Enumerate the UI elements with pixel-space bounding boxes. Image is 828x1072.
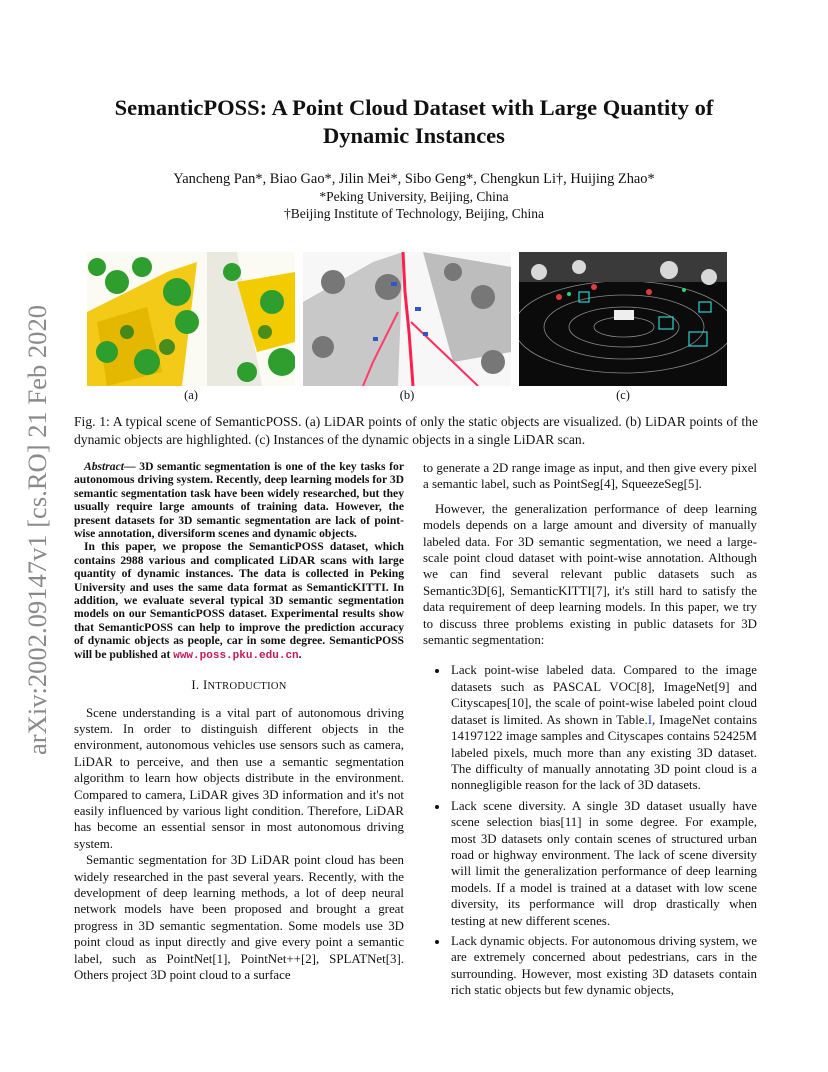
paper-title [70,94,758,150]
arxiv-identifier [14,300,54,760]
dataset-url[interactable]: www.poss.pku.edu.cn [173,649,299,662]
bullet1-text-a: Lack point-wise labeled data. Compared to the image datasets such as PASCAL VOC[8], ImageNet[9] and Cityscapes[10], the scale of point-wise labeled point cloud dataset is limited. As shown in Table. [451,663,757,727]
abstract [74,460,404,663]
section-title-rest: NTRODUCTION [207,681,287,693]
section-first-letter: I [202,678,208,693]
right-paragraph-1: to generate a 2D range image as input, and then give every pixel a semantic label, such as PointSeg[4], SqueezeSeg[5]. [423,461,757,492]
right-paragraph-2: However, the generalization performance of deep learning models depends on a large amount and diversity of manually labeled data. For 3D semantic segmentation, we need a large-scale point cloud dataset with point-wise annotation. Although we can find several relevant public datasets such as Semantic3D[6], SemanticKITTI[7], it's still hard to satisfy the data requirement of deep learning models. In this paper, we try to discuss three problems existing in public datasets for 3D semantic segmentation: [423,501,757,648]
arxiv-identifier-text: arXiv:2002.09147v1 [cs.RO] 21 Feb 2020 [23,314,52,755]
author-list: Yancheng Pan*, Biao Gao*, Jilin Mei*, Sibo Geng*, Chengkun Li†, Huijing Zhao* [173,171,655,187]
affiliation-2: †Beijing Institute of Technology, Beijing, China [283,206,545,221]
figure-label-b: (b) [399,388,415,402]
abstract-end: . [298,647,302,661]
list-item: • Lack scene diversity. A single 3D dataset usually have scene selection bias[11] in some degree. For example, most 3D datasets only contain scenes of structured urban road or highway environment. The lack of scene diversity will limit the generalization performance of deep learning models. If a model is trained at a dataset with low scene diversity, its performance will drop drastically when testing at new different scenes. [449,798,757,929]
paper-title-line2: Dynamic Instances [323,123,505,148]
figure-label-c: (c) [616,388,630,402]
right-column [423,460,757,1003]
figure-panel-c [519,252,727,386]
figure-panel-a [87,252,295,386]
list-item: • Lack dynamic objects. For autonomous driving system, we are extremely concerned about pedestrians, cars in the surrounding. However, most existing 3D datasets contain rich static objects but few dynamic objects, [449,933,757,999]
paper-title-line1: SemanticPOSS: A Point Cloud Dataset with Large Quantity of [114,95,714,120]
left-column [74,460,404,983]
figure-label-a: (a) [184,388,198,402]
figure-panel-b [303,252,511,386]
abstract-p2: In this paper, we propose the SemanticPOSS dataset, which contains 2988 various and complicated LiDAR scans with large quantity of dynamic instances. The data is collected in Peking University and uses the same data format as SemanticKITTI. In addition, we evaluate several typical 3D semantic segmentation models on our SemanticPOSS dataset. Experimental results show that SemanticPOSS can help to improve the prediction accuracy of dynamic objects as people, car in some degree. SemanticPOSS will be published at [74,540,404,661]
list-item [449,662,757,793]
bullet1-text-b: , ImageNet contains 14197122 image samples and Cityscapes contains 52425M labeled pixels, much more than any existing 3D dataset. The difficulty of manually annotating 3D point cloud is a nonnegligible reason for the lack of 3D datasets. [451,712,758,793]
affiliation-1: *Peking University, Beijing, China [319,189,509,204]
intro-paragraph-1: Scene understanding is a vital part of autonomous driving system. In order to distinguish different objects in the environment, autonomous vehicles use sensors such as camera, LiDAR to perceive, and then use a semantic segmentation algorithm to learn how objects distribute in the environment. Compared to camera, LiDAR gives 3D information and it's not easily influenced by various light condition. Therefore, LiDAR has become an essential sensor in most autonomous driving system. [74,705,404,851]
abstract-label: Abstract [84,460,124,473]
problem-list [423,662,757,998]
figure-caption: Fig. 1: A typical scene of SemanticPOSS. (a) LiDAR points of only the static objects are visualized. (b) LiDAR points of the dynamic objects are highlighted. (c) Instances of the dynamic objects in a single LiDAR scan. [74,414,758,447]
table-ref-link[interactable]: I [647,712,653,727]
section-number: I. [191,678,203,693]
abstract-p1: — 3D semantic segmentation is one of the key tasks for autonomous driving system. Recently, deep learning models for 3D semantic segmentation task have been widely researched, but they usually require large amounts of training data. However, the present datasets for 3D semantic segmentation are lack of point-wise annotation, diversiform scenes and dynamic objects. [74,460,404,541]
intro-paragraph-2: Semantic segmentation for 3D LiDAR point cloud has been widely researched in the past several years. Recently, with the development of deep learning methods, a lot of deep neural network models have been proposed and brought a great progress in 3D semantic segmentation. Some models use 3D point cloud as input directly and give every point a semantic label, such as PointNet[1], PointNet++[2], SPLATNet[3]. Others project 3D point cloud to a surface [74,853,404,982]
section-heading-introduction [74,677,404,695]
